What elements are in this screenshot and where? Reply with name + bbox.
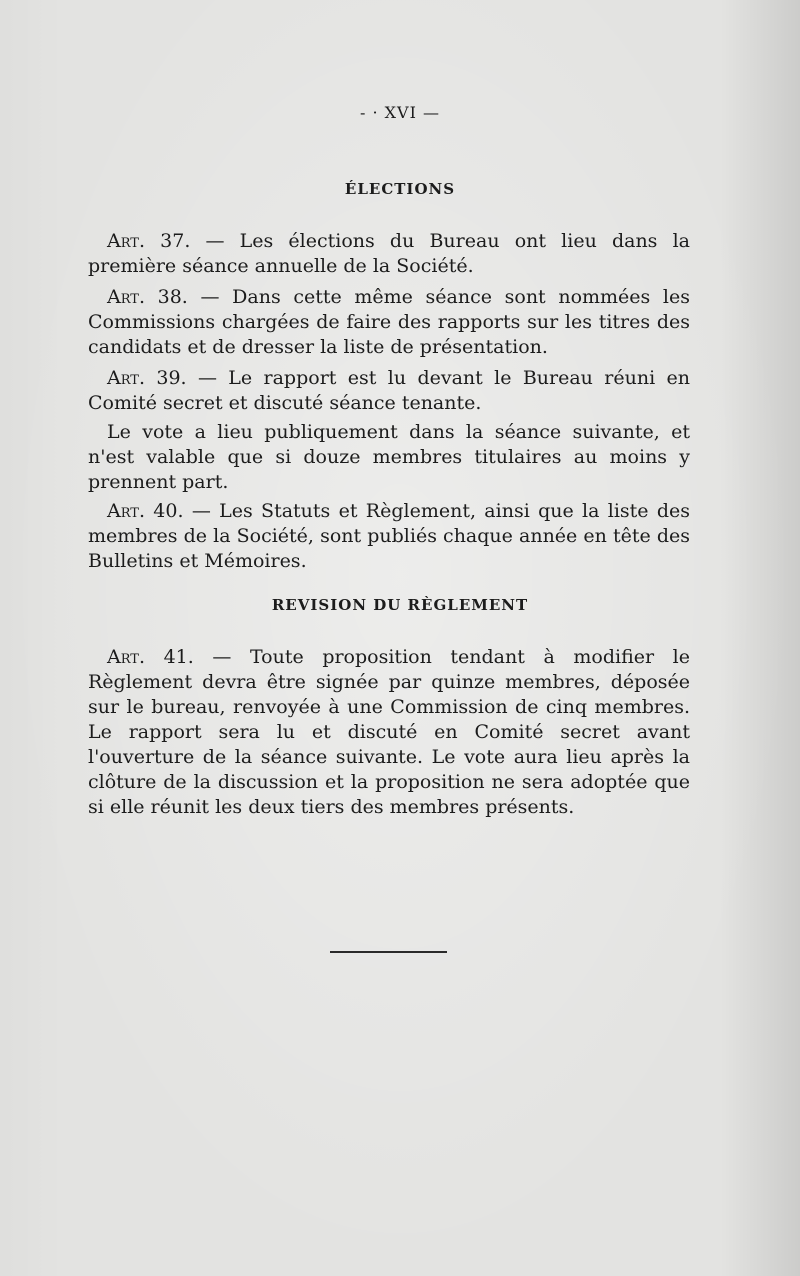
article-text: Le vote a lieu publiquement dans la séance suivante, et n'est valable que si douze membres titulaires au moins y prennent part. — [88, 421, 690, 493]
article-40 — [88, 499, 690, 574]
article-38 — [88, 285, 690, 360]
end-rule — [330, 951, 447, 953]
section-body-elections — [88, 229, 690, 574]
article-41 — [88, 645, 690, 820]
article-text: — Les élections du Bureau ont lieu dans la première séance annuelle de la Société. — [88, 230, 690, 277]
article-text: — Les Statuts et Règlement, ainsi que la liste des membres de la Société, sont publiés chaque année en tête des Bulletins et Mémoires. — [88, 500, 690, 572]
section-title-revision: REVISION DU RÈGLEMENT — [271, 596, 529, 614]
article-39-continuation — [88, 420, 690, 495]
article-number: Art. 37. — [107, 230, 191, 252]
article-37 — [88, 229, 690, 279]
article-text: — Toute proposition tendant à modifier le Règlement devra être signée par quinze membres, déposée sur le bureau, renvoyée à une Commission de cinq membres. Le rapport sera lu et discuté en Comité secret avant l'ouverture de la séance suivante. Le vote aura lieu après la clôture de la discussion et la proposition ne sera adoptée que si elle réunit les deux tiers des membres présents. — [88, 646, 690, 818]
article-39 — [88, 366, 690, 416]
article-text: — Le rapport est lu devant le Bureau réuni en Comité secret et discuté séance tenante. — [88, 367, 691, 414]
article-number: Art. 39. — [107, 367, 187, 389]
article-number: Art. 38. — [107, 286, 188, 308]
article-number: Art. 41. — [107, 646, 194, 668]
section-body-revision — [88, 645, 690, 820]
article-number: Art. 40. — [107, 500, 184, 522]
article-text: — Dans cette même séance sont nommées les Commissions chargées de faire des rapports sur les titres des candidats et de dresser la liste de présentation. — [88, 286, 691, 358]
section-title-elections: ÉLECTIONS — [344, 180, 456, 198]
page-number: - · XVI — — [359, 103, 440, 122]
